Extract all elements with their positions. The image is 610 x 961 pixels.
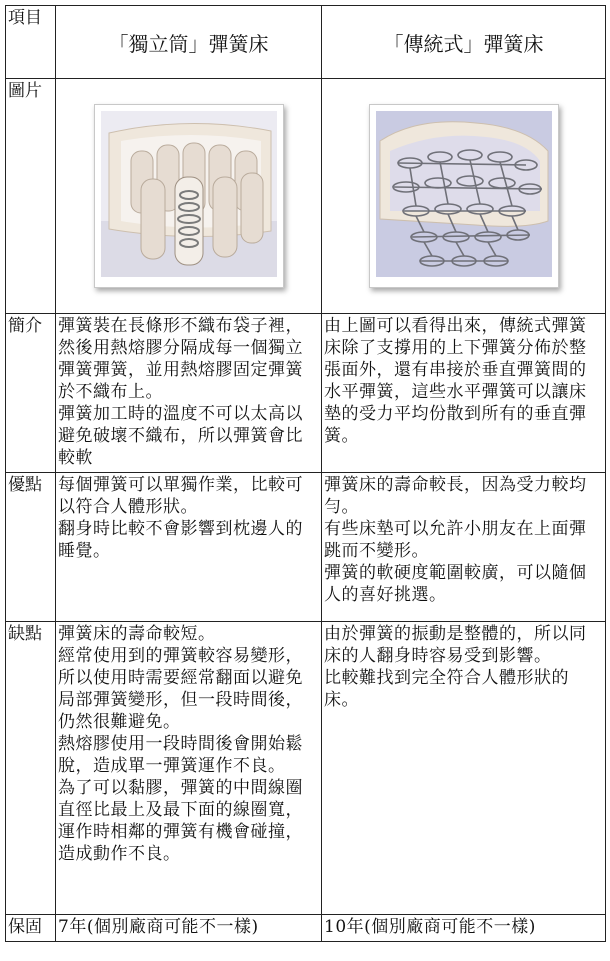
pocket-cons-cell — [56, 622, 322, 915]
picture-row — [6, 79, 606, 314]
intro-label: 簡介 — [6, 314, 56, 473]
picture-label: 圖片 — [6, 79, 56, 314]
traditional-cons-p1: 由於彈簧的振動是整體的，所以同床的人翻身時容易受到影響。 — [324, 624, 587, 666]
pocket-intro-p1: 彈簧裝在長條形不織布袋子裡，然後用熱熔膠分隔成每一個獨立彈簧彈簧，並用熱熔膠固定彈簧於不織布上。 — [58, 316, 303, 402]
pocket-intro-cell — [56, 314, 322, 473]
traditional-pros-cell — [322, 473, 606, 622]
cons-row — [6, 622, 606, 915]
header-row — [6, 6, 606, 79]
traditional-spring-heading: 「傳統式」彈簧床 — [322, 6, 606, 79]
pocket-pros-p1: 每個彈簧可以單獨作業，比較可以符合人體形狀。 — [58, 475, 303, 517]
traditional-intro-p1: 由上圖可以看得出來，傳統式彈簧床除了支撐用的上下彈簧分佈於整張面外，還有串接於垂直彈簧間的水平彈簧，這些水平彈簧可以讓床墊的受力平均份散到所有的垂直彈簧。 — [324, 316, 587, 446]
pocket-cons-p2: 經常使用到的彈簧較容易變形，所以使用時需要經常翻面以避免局部彈簧變形，但一段時間後，仍然很難避免。 — [58, 646, 303, 732]
pocket-warranty: 7年(個別廠商可能不一樣) — [56, 915, 322, 942]
traditional-warranty: 10年(個別廠商可能不一樣) — [322, 915, 606, 942]
pocket-spring-heading: 「獨立筒」彈簧床 — [56, 6, 322, 79]
traditional-intro-cell — [322, 314, 606, 473]
pros-row — [6, 473, 606, 622]
pocket-spring-image — [94, 104, 284, 288]
traditional-cons-cell — [322, 622, 606, 915]
pocket-spring-mattress-illustration — [101, 111, 277, 277]
intro-row — [6, 314, 606, 473]
traditional-pros-p2: 有些床墊可以允許小朋友在上面彈跳而不變形。 — [324, 519, 587, 561]
cons-label: 缺點 — [6, 622, 56, 915]
pocket-intro-p2: 彈簧加工時的溫度不可以太高以避免破壞不織布，所以彈簧會比較軟 — [58, 404, 303, 468]
pocket-cons-p3: 熱熔膠使用一段時間後會開始鬆脫，造成單一彈簧運作不良。 — [58, 734, 303, 776]
traditional-cons-p2: 比較難找到完全符合人體形狀的床。 — [324, 668, 569, 710]
pocket-cons-p4: 為了可以黏膠，彈簧的中間線圈直徑比最上及最下面的線圈寬，運作時相鄰的彈簧有機會碰撞，造成動作不良。 — [58, 778, 303, 864]
warranty-label: 保固 — [6, 915, 56, 942]
comparison-table — [5, 5, 606, 942]
pocket-spring-picture-cell — [56, 79, 322, 314]
traditional-pros-p3: 彈簧的軟硬度範圍較廣，可以隨個人的喜好挑選。 — [324, 563, 587, 605]
traditional-spring-picture-cell — [322, 79, 606, 314]
pocket-pros-p2: 翻身時比較不會影響到枕邊人的睡覺。 — [58, 519, 303, 561]
pocket-cons-p1: 彈簧床的壽命較短。 — [58, 624, 216, 644]
traditional-spring-mattress-illustration — [376, 111, 552, 277]
traditional-pros-p1: 彈簧床的壽命較長，因為受力較均勻。 — [324, 475, 587, 517]
traditional-spring-image — [369, 104, 559, 288]
pocket-pros-cell — [56, 473, 322, 622]
item-label: 項目 — [6, 6, 56, 79]
pros-label: 優點 — [6, 473, 56, 622]
warranty-row — [6, 915, 606, 942]
